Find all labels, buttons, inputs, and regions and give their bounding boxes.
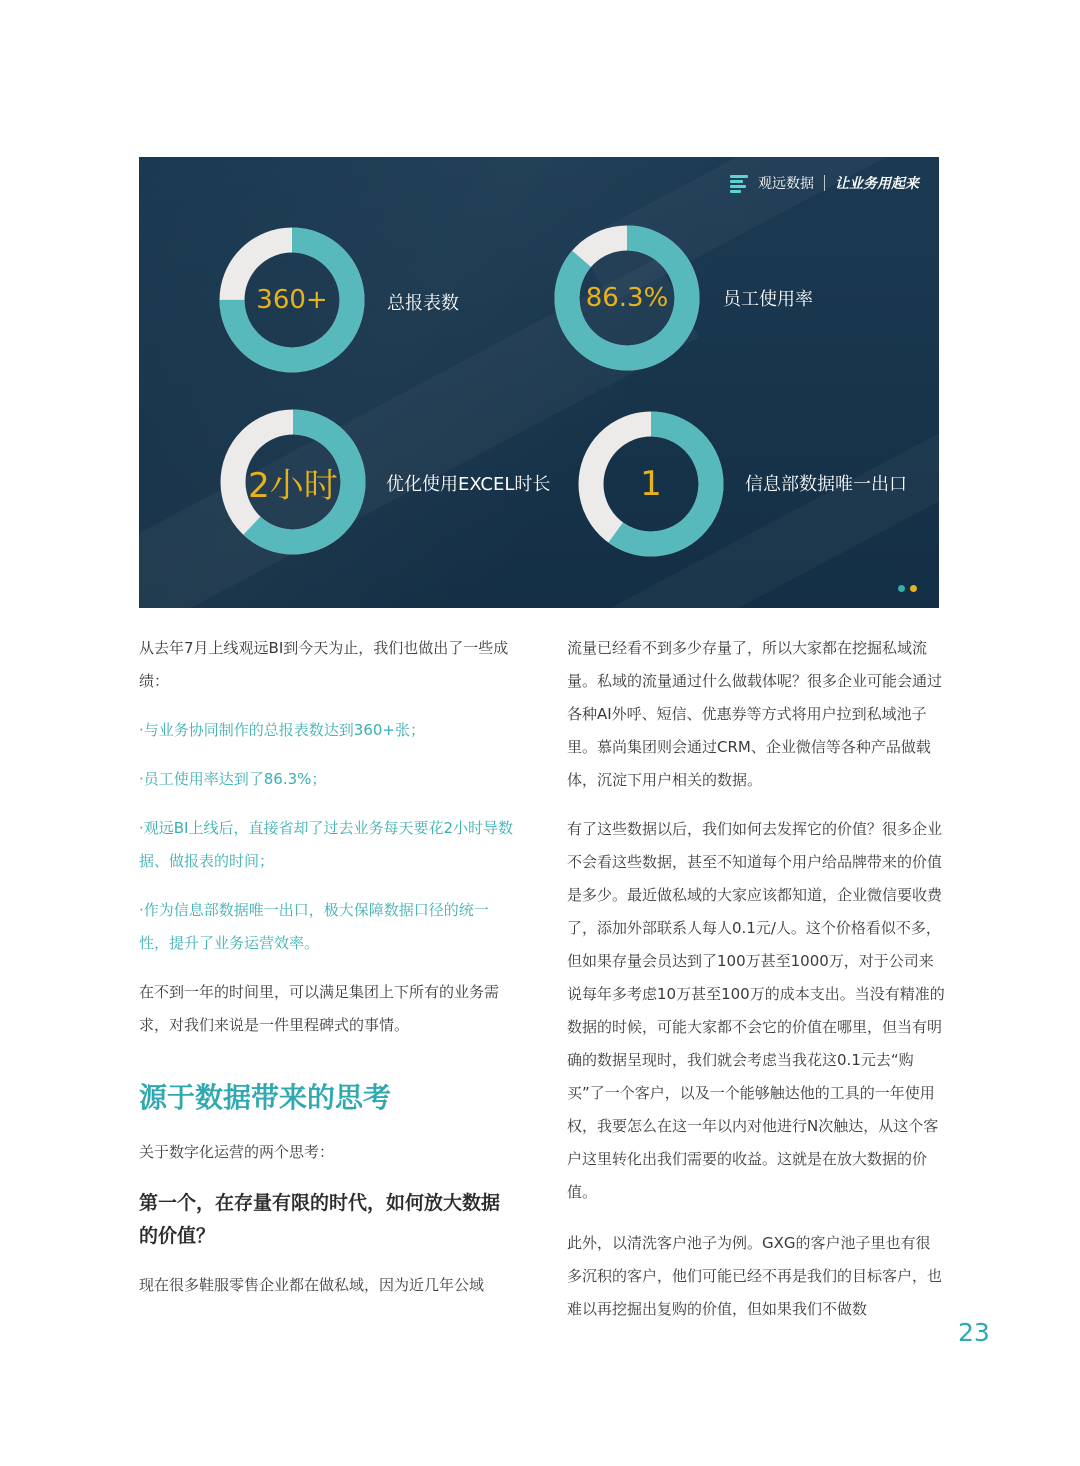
brand-name: 观远数据 [758,176,814,192]
metric-value: 2小时 [248,465,338,506]
paragraph: 现在很多鞋服零售企业都在做私域，因为近几年公域 [139,1276,485,1294]
paragraph: 关于数字化运营的两个思考： [139,1143,335,1161]
brand-divider [824,175,825,191]
paragraph: 流量已经看不到多少存量了，所以大家都在挖掘私域流量。私域的流量通过什么做载体呢？很多企业可能会通过各种AI外呼、短信、优惠券等方式将用户拉到私域池子里。慕尚集团则会通过CRM、企业微信等各种产品做载体，沉淀下用户相关的数据。 [567,639,943,789]
left-column [139,632,517,1302]
metric-label: 总报表数 [387,293,459,314]
pagination-dots [898,585,917,592]
metric-value: 86.3% [585,283,669,313]
dot-indicator [910,585,917,592]
sub-heading: 第一个，在存量有限的时代，如何放大数据的价值？ [139,1192,501,1247]
metrics-banner [139,157,939,608]
metric-label: 员工使用率 [723,289,813,310]
donut-usage-rate [552,223,702,373]
paragraph: 在不到一年的时间里，可以满足集团上下所有的业务需求，对我们来说是一件里程碑式的事情。 [139,983,500,1034]
paragraph: 从去年7月上线观远BI到今天为止，我们也做出了一些成绩： [139,639,509,690]
guandata-logo-icon [730,174,748,192]
metric-label: 信息部数据唯一出口 [745,474,907,495]
bullet-item: ·作为信息部数据唯一出口，极大保障数据口径的统一性，提升了业务运营效率。 [139,901,489,952]
bullet-item: ·与业务协同制作的总报表数达到360+张； [139,721,425,739]
metric-value: 1 [640,464,662,504]
brand-header [730,173,919,193]
section-title: 源于数据带来的思考 [139,1081,392,1114]
donut-total-reports [217,225,367,375]
bullet-item: ·观远BI上线后，直接省却了过去业务每天要花2小时导数据、做报表的时间； [139,819,514,870]
metric-value: 360+ [256,285,328,315]
brand-slogan: 让业务用起来 [835,176,919,192]
donut-excel-time [218,407,368,557]
dot-indicator [898,585,905,592]
paragraph: 此外，以清洗客户池子为例。GXG的客户池子里也有很多沉积的客户，他们可能已经不再是我们的目标客户，也难以再挖掘出复购的价值，但如果我们不做数 [567,1234,943,1318]
metric-label: 优化使用EXCEL时长 [386,474,551,495]
bullet-item: ·员工使用率达到了86.3%； [139,770,327,788]
page-number: 23 [958,1318,990,1347]
paragraph: 有了这些数据以后，我们如何去发挥它的价值？很多企业不会看这些数据，甚至不知道每个用户给品牌带来的价值是多少。最近做私域的大家应该都知道，企业微信要收费了，添加外部联系人每人0.1元/人。这个价格看似不多，但如果存量会员达到了100万甚至1000万，对于公司来说每年多考虑10万甚至100万的成本支出。当没有精准的数据的时候，可能大家都不会它的价值在哪里，但当有明确的数据呈现时，我们就会考虑当我花这0.1元去“购买”了一个客户，以及一个能够触达他的工具的一年使用权，我要怎么在这一年以内对他进行N次触达，从这个客户这里转化出我们需要的收益。这就是在放大数据的价值。 [567,820,945,1201]
donut-data-exit [576,409,726,559]
right-column [567,632,945,1326]
